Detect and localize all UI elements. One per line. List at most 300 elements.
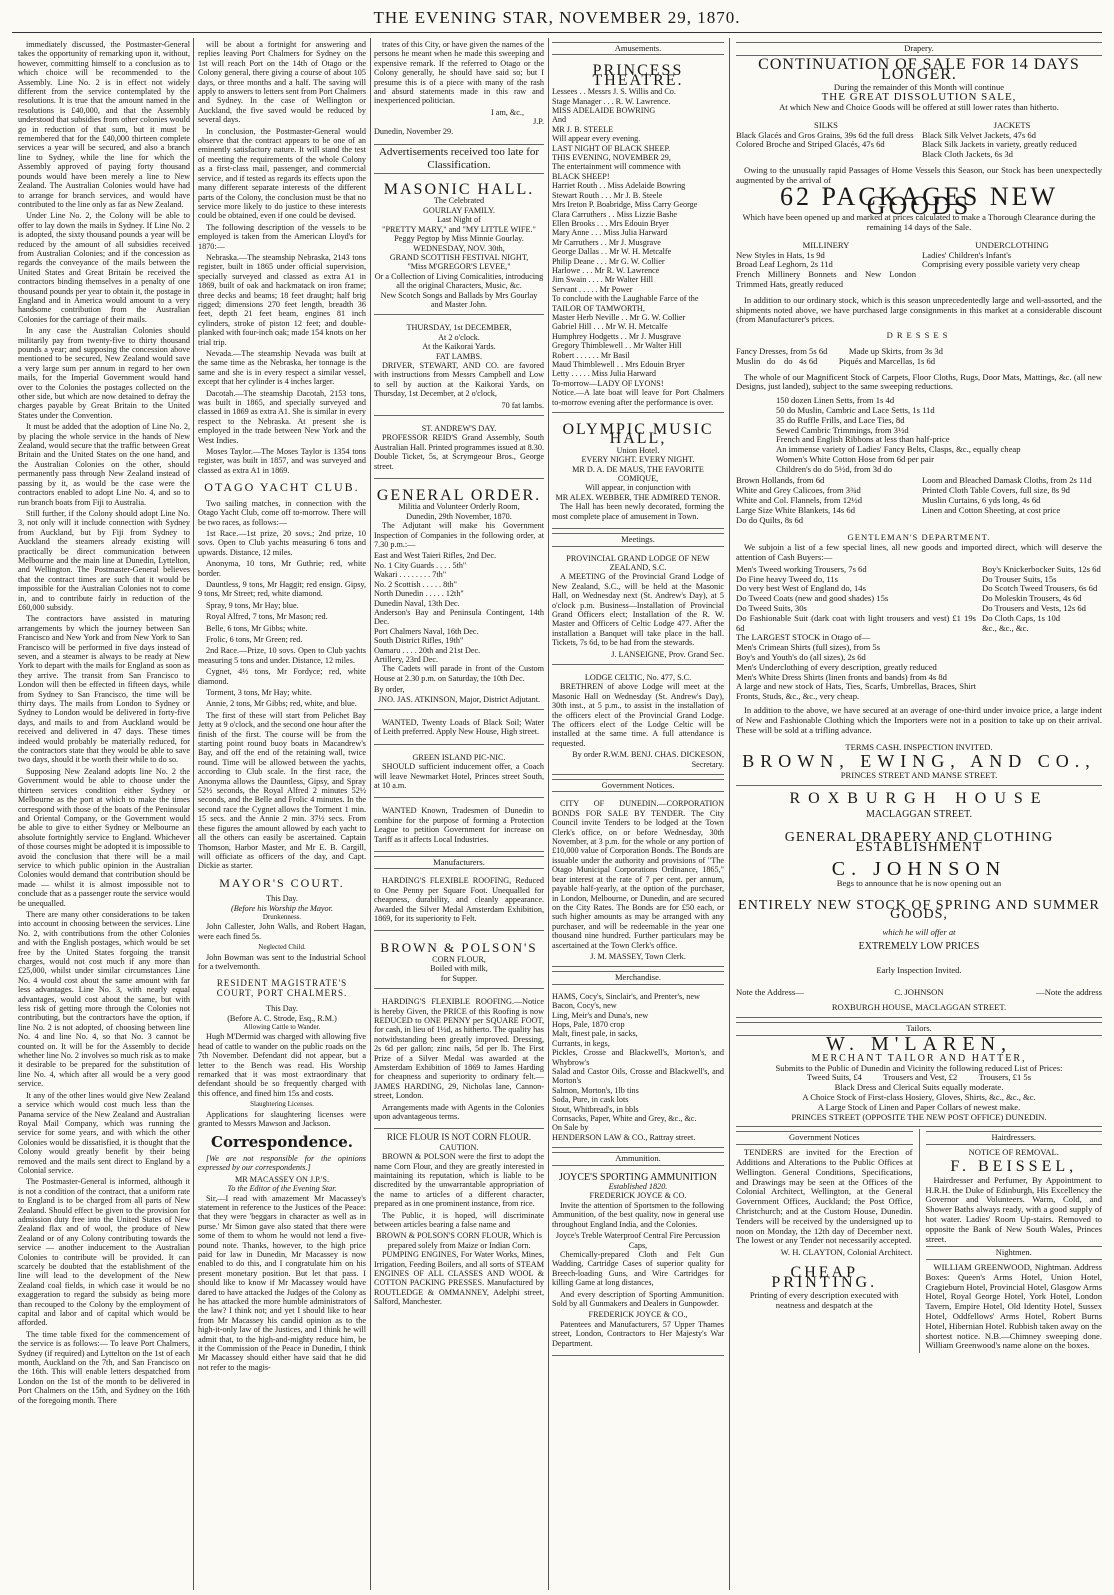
packages-heading: 62 PACKAGES NEW GOODS xyxy=(779,181,1059,221)
ad-line: Oamaru . . . . 20th and 21st Dec. xyxy=(374,645,481,655)
ad-line: Ellen Brooks . . . Mrs Edouin Bryer xyxy=(552,218,669,228)
joyce-ammunition-ad xyxy=(552,1169,724,1356)
ad-line: No. 1 City Guards . . . . 5th" xyxy=(374,560,467,570)
ad-line: During the remainder of this Month will continue xyxy=(833,82,1005,93)
ad-line: The Celebrated xyxy=(433,196,485,206)
ad-line: New Styles in Hats, 1s 9d xyxy=(736,249,825,260)
ad-line: Do Scotch Tweed Trousers, 6s 6d xyxy=(982,583,1098,594)
ad-line: Tweed Suits, £4 Trousers and Vest, £2 Trousers, £1 5s xyxy=(806,1072,1032,1083)
section-heading: Ammunition. xyxy=(552,1152,724,1165)
ad-line: HAMS, Cocy's, Sinclair's, and Prenter's, new xyxy=(552,991,700,1001)
ad-line: Militia and Volunteer Orderly Room, xyxy=(398,502,520,512)
ad-line: Mr Carruthers . . Mr J. Musgrave xyxy=(552,237,661,247)
wanted-tradesmen-ad xyxy=(374,802,544,852)
ad-line: EXTREMELY LOW PRICES xyxy=(858,940,980,952)
ad-line: Early Inspection Invited. xyxy=(876,964,962,975)
ad-line: Do Cloth Caps, 1s 10d xyxy=(982,612,1061,623)
ad-line: GOURLAY FAMILY. xyxy=(423,205,495,215)
masonic-hall-ad xyxy=(374,177,544,315)
roxburgh-heading: ROXBURGH HOUSE xyxy=(789,789,1049,807)
ad-line: Printing of every description executed with neatness and despatch at the xyxy=(749,1290,899,1311)
ad-line: Fancy Dresses, from 5s 6d Made up Skirts, from 3s 3d xyxy=(736,345,943,356)
paragraph: Nebraska.—The steamship Nebraska, 2143 tons register, built in 1865 under official supervision, specially surveyed and classed as extra A1 in 1869, built of oak and hackmatack on iron frame; three decks and beams; 18 feet draught; half brig rigged; dimensions 270 feet length, breadth 36 feet, depth 21 feet beam, engines 81 inch cylinders, stroke of piston 12 feet; and double-planked with four-inch oak; made 154 knots on her trial trip. xyxy=(198,252,366,347)
ad-line: CORN FLOUR, xyxy=(432,954,486,964)
paragraph: [We are not responsible for the opinions expressed by our correspondents.] xyxy=(198,1153,366,1173)
ad-line: Printed Cloth Table Covers, full size, 8s 9d xyxy=(922,485,1070,496)
ad-line: Anderson's Bay and Peninsula Contingent, 14th Dec. xyxy=(374,607,544,627)
ad-line: PRINCES STREET AND MANSE STREET. xyxy=(736,771,1102,786)
ad-line: Ling, Meir's and Duna's, new xyxy=(552,1010,649,1020)
paragraph: Nevada.—The steamship Nevada was built at the same time as the Nebraska, her tonnage is the same and she is in every respect a similar vessel, except that her cylinder is 4 inches larger. xyxy=(198,349,366,387)
ad-body: HARDING'S FLEXIBLE ROOFING.—Notice is hereby Given, the PRICE of this Roofing is now REDUCED to ONE PENNY per SQUARE FOOT, for cash, in lieu of 1½d, as hitherto. The quality has notwithstanding been greatly improved. Dressing, 2s 6d per gallon; zinc nails, 5d per lb. The First Prize of a Silver Medal was awarded at the Amsterdam Exhibition of 1869 to James Harding for cheapness and superiority to ordinary felt.—JAMES HARDING, 29, Nicholas lane, Cannon-street, London. xyxy=(374,997,544,1101)
ad-line: Or a Collection of Living Comicalities, introducing all the original Characters, Music, &c. xyxy=(374,271,544,291)
ad-line: TERMS CASH. INSPECTION INVITED. xyxy=(845,742,993,753)
ad-line: Artillery, 23rd Dec. xyxy=(374,654,439,664)
ad-signature: W. H. CLAYTON, Colonial Architect. xyxy=(780,1247,913,1258)
ad-body: HARDING'S FLEXIBLE ROOFING, Reduced to One Penny per Square Foot. Unequalled for cheapness, durability, and cleanly appearance. Awarded the Silver Medal Amsterdam Exhibition, 1869, for its superiority to Felt. xyxy=(374,876,544,924)
paragraph: Supposing New Zealand adopts line No. 2 the Government would be able to choose under the thirteen services condition either Sydney or Melbourne as the port at which to make the times correspond with those of the boats of the Peninsular and Oriental Company, or the Government would be able to give to either Sydney or Melbourne an absolute fortnightly service to England. Whichever of those courses might be adopted it is impossible to avoid the conclusion that there will be a mail service to which public opinion in the Australian Colonies would demand that contribution should be made — whilst it is almost impossible not to conclude that as a passenger route the service would be unequalled. xyxy=(18,766,190,908)
paragraph: Torment, 3 tons, Mr Hay; white. xyxy=(206,688,312,697)
ad-line: Lessees . . Messrs J. S. Willis and Co. xyxy=(552,87,676,97)
letter-title: MR MACASSEY ON J.P.'S. xyxy=(235,1174,329,1184)
ad-line: The entertainment will commence with xyxy=(552,162,681,172)
ad-line: Black Dress and Clerical Suits equally moderate. xyxy=(834,1082,1004,1093)
gents-heading: GENTLEMAN'S DEPARTMENT. xyxy=(847,532,991,543)
ad-line: PRINCES STREET (OPPOSITE THE NEW POST OFFICE) DUNEDIN. xyxy=(736,1113,1102,1128)
ad-line: GRAND SCOTTISH FESTIVAL NIGHT, xyxy=(389,252,529,262)
dresses-heading: DRESSES xyxy=(886,330,952,341)
court-subhead: Allowing Cattle to Wander. xyxy=(243,1023,321,1031)
ad-line: —Note the address xyxy=(1036,986,1102,997)
ad-title: RICE FLOUR IS NOT CORN FLOUR. xyxy=(386,1132,532,1143)
paragraph: The contractors have assisted in maturing arrangements by which the journey between San Francisco and New York and from New York to San Francisco will be performed in five days instead of seven, and a steamer is always to be ready at New York to depart with the mails for England as soon as they arrive. The transit from San Francisco to London will then be effected in fifteen days, while from Sydney to San Francisco, the time will be thirty days. The mails from London to Sydney or Sydney to London would be delivered in forty-five days, and mails to and from Auckland would be received and delivered in 47 days. These times indeed would probably be materially reduced, for the contractors state that they would be able to save two days, should it be worth their while to do so. xyxy=(18,614,190,765)
ad-line: Muslin Curtains, 6 yds long, 4s 6d xyxy=(922,495,1041,506)
paragraph: Spray, 9 tons, Mr Hay; blue. xyxy=(206,600,299,610)
ad-line: Master Herb Neville . . Mr G. W. Collier xyxy=(552,312,686,322)
ad-line: An immense variety of Ladies' Fancy Belts, Clasps, &c., equally cheap xyxy=(776,444,1021,455)
ad-line: THE GREAT DISSOLUTION SALE, xyxy=(821,91,1017,104)
ad-body: Owing to the unusually rapid Passages of Home Vessels this Season, our Stock has been unexpectedly augmented by the arrival of xyxy=(736,164,1102,185)
ad-line: Last Night of xyxy=(437,215,481,225)
princess-theatre-ad xyxy=(552,58,724,413)
ad-body: WILLIAM GREENWOOD, Nightman. Address Boxes: Queen's Arms Hotel, Union Hotel, Cragieburn Hotel, Provincial Hotel, Glasgow Arms Hotel, Royal George Hotel, York Hotel, London Tavern, Empire Hotel, Old Identity Hotel, Sussex Hotel, Oddfellows' Arms Hotel, Robert Burns Hotel, Hibernian Hotel. Rubbish taken away on the shortest notice. N.B.—Chimney sweeping done. William Greenwood's name alone on the boxes. xyxy=(925,1262,1102,1351)
ad-line: Ladies' Children's Infant's xyxy=(922,249,1012,260)
ad-line: Servant . . . . . Mr Power xyxy=(552,284,633,294)
column-2 xyxy=(198,40,366,1590)
johnson-heading: C. JOHNSON xyxy=(831,857,1007,880)
ad-line: At which New and Choice Goods will be offered at still lower rates than hitherto. xyxy=(779,101,1059,112)
ad-line: FREDERICK JOYCE & CO. xyxy=(589,1191,687,1201)
ad-line: Broad Leaf Leghorn, 2s 11d xyxy=(736,259,833,270)
ad-line: North Dunedin . . . . . 12th" xyxy=(374,589,464,599)
paragraph: Dauntless, 9 tons, Mr Haggit; red ensign. Gipsy, 9 tons, Mr Street; red, white diamond. xyxy=(198,579,366,599)
column-divider xyxy=(548,38,549,1590)
general-drapery-heading: GENERAL DRAPERY AND CLOTHING ESTABLISHMENT xyxy=(784,830,1054,856)
paragraph: There are many other considerations to be taken into account in choosing between the services. Line No. 2, with contributions from the other Colonies and with the English postages, which would be set free by the United States forgoing the transit charges, would not cost much if any more than £25,000, whilst under similar circumstances Line No. 4 would cost about the same amount with far less advantages. Line No. 3, with nearly equal advantages, would cost about the same, but with less risk of getting more through the Colonies not contributing, but the contractors have the option, if line No. 2 is not adopted, of choosing between line No. 4 and line No. 4, so that No. 3 cannot be counted on. It will be for the Assembly to decide whether line No. 2 involves so much risk as to make it desirable to be prepared for the substitution of line No. 4, which after all would be a very good service. xyxy=(18,909,190,1089)
ad-line: WEDNESDAY, NOV. 30th, xyxy=(413,243,505,253)
ad-line: "Miss M'GREGOR'S LEVEE," xyxy=(407,262,511,272)
ad-line: LAST NIGHT OF BLACK SHEEP. xyxy=(552,143,671,153)
ad-line: Children's do do 5½d, from 3d do xyxy=(776,463,893,474)
ad-line: Robert . . . . . . Mr Basil xyxy=(552,350,630,360)
ad-line: Muslin do do 4s 6d Piqués and Marcellas, 1s 6d xyxy=(736,355,936,366)
ad-line: Malt, finest pale, in sacks, xyxy=(552,1029,638,1039)
ad-line: Boy's Knickerbocker Suits, 12s 6d xyxy=(982,563,1101,574)
ad-line: No. 2 Scottish . . . . . 8th" xyxy=(374,579,457,589)
ad-title: GENERAL ORDER. xyxy=(376,487,542,505)
court-subhead: Neglected Child. xyxy=(258,943,306,952)
ad-title: GREEN ISLAND PIC-NIC. xyxy=(412,752,506,762)
ad-line: Women's White Cotton Hose from 6d per pair xyxy=(776,453,934,464)
ad-line: FAT LAMBS. xyxy=(435,351,483,361)
ad-line: Gabriel Hill . . . Mr W. H. Metcalfe xyxy=(552,322,668,332)
ad-title: MASONIC HALL. xyxy=(383,181,535,199)
paragraph: John Callester, John Walls, and Robert Hagan, were each fined 5s. xyxy=(198,922,366,941)
column-3 xyxy=(374,40,544,1590)
general-order-ad xyxy=(374,483,544,710)
paragraph: Hugh M'Dermid was charged with allowing five head of cattle to wander on the public roads on the 7th November. Defendant did not appear, but a letter to the Bench was read. His Worship remarked that it was most extraordinary that defendant should be so frequently charged with this offence, and fined him 15s and costs. xyxy=(198,1032,366,1098)
ad-title: LODGE CELTIC, No. 477, S.C. xyxy=(584,672,692,682)
ad-body: PUMPING ENGINES, For Water Works, Mines, Irrigation, Feeding Boilers, and all sorts of STEAM ENGINES OF ALL CLASSES AND WOOL & COTTON PACKING PRESSES. Manufactured by ROUTLEDGE & OMMANNEY, Adelphi street, Salford, Manchester. xyxy=(374,1250,544,1307)
ad-body: WANTED, Twenty Loads of Black Soil; Water of Leith preferred. Apply New House, High street. xyxy=(374,717,544,737)
ad-line: "PRETTY MARY," and "MY LITTLE WIFE." xyxy=(382,224,536,234)
section-heading: Tailors. xyxy=(736,1022,1102,1036)
signoff: I am, &c., xyxy=(491,107,524,117)
ad-line: Do do Quilts, 8s 6d xyxy=(736,514,804,525)
paragraph: Annie, 2 tons, Mr Gibbs; red, white, and blue. xyxy=(206,699,357,709)
ad-line: Gregory Thimblewell . . Mr Walter Hill xyxy=(552,341,682,351)
ad-line: Black Cloth Jackets, 6s 3d xyxy=(922,149,1013,160)
ad-line: which he will offer at xyxy=(882,927,956,938)
ad-line: Port Chalmers Naval, 16th Dec. xyxy=(374,626,479,636)
ad-line: Do very best West of England do, 14s xyxy=(736,583,866,594)
masthead: THE EVENING STAR, NOVEMBER 29, 1870. xyxy=(373,8,741,27)
paragraph: Two sailing matches, in connection with the Otago Yacht Club, come off to-morrow. There will be two races, as follows:— xyxy=(198,498,366,527)
mclaren-heading: W. M'LAREN, xyxy=(825,1032,1013,1055)
section-heading: Merchandise. xyxy=(552,971,724,984)
paragraph: 2nd Race.—Prize, 10 sovs. Open to Club yachts measuring 5 tons and under. Distance, 12 miles. xyxy=(198,646,366,665)
cheap-printing-heading: CHEAP PRINTING. xyxy=(771,1263,878,1291)
ad-line: To-morrow—LADY OF LYONS! xyxy=(552,378,664,388)
ad-line: Black Silk Jackets in variety, greatly reduced xyxy=(922,139,1077,150)
ad-signature: By order R.W.M. BENJ. CHAS. DICKESON, Secretary. xyxy=(572,750,724,769)
paragraph: will be about a fortnight for answering and replies leaving Port Chalmers for Sydney on the 1st will reach Port on the 14th of Otago or the Colony general, there giving a course of about 105 days, or three months and a half. The saving will apply to answers to letters sent from Port Chalmers and Sydney. In the case of Wellington or Auckland, the five saved would be reduced by several days. xyxy=(198,40,366,125)
ad-line: Humphrey Hodgetts . . Mr J. Musgrave xyxy=(552,331,681,341)
ad-body: Invite the attention of Sportsmen to the following Ammunition, of the best quality, now in general use throughout England India, and the Colonies. xyxy=(552,1200,724,1229)
ad-line: The Adjutant will make his Government Inspection of Companies in the following order, at 7.30 p.m.:— xyxy=(374,521,544,550)
ad-title: BROWN & POLSON'S xyxy=(380,940,538,956)
correspondence-heading: Correspondence. xyxy=(211,1133,353,1152)
ad-line: Letty . . . . . Miss Julia Harward xyxy=(552,369,656,379)
ad-line: 35 do Ruffle Frills, and Lace Ties, 8d xyxy=(776,414,905,425)
ad-line: Cornsacks, Paper, White and Grey, &c., &c. xyxy=(552,1114,697,1124)
ad-line: Comprising every possible variety very cheap xyxy=(922,259,1080,270)
ad-body: BRETHREN of above Lodge will meet at the Masonic Hall on Wednesday (St. Andrew's Day), 30th inst., at 5 p.m., to assist in the installation of the officers elect of the Provincial Grand Lodge. The officers elect of the Lodge Celtic will be installed at the same time. A full attendance is requested. xyxy=(552,682,724,748)
ad-line: THIS EVENING, NOVEMBER 29, xyxy=(552,153,671,163)
ad-line: East and West Taieri Rifles, 2nd Dec. xyxy=(374,551,497,561)
section-heading: Government Notices xyxy=(736,1131,913,1145)
section-heading: Hairdressers. xyxy=(926,1131,1103,1145)
ad-line: Jim Swain . . . . Mr Walter Hill xyxy=(552,275,654,285)
paragraph: Sir,—I read with amazement Mr Macassey's statement in reference to the Justices of the Peace: that they were 'beggars in character as well as in purse.' Mr Simon gave also stated that there were some of them to whom he would not lend a five-pound note. Thanks, however, to the high price paid for law in Dunedin, Mr Macassey is now enabled to do this, and I congratulate him on his present monetary position. But let that pass. I should like to know if Mr Macassey would have dared to have attacked the Judges of the Colony as he has attacked the more humble administrators of the law? I think not; and yet I should like to hear from Mr Macassey his candid opinion as to the high-it-only law of the Justices, and I think he will admit that, to the high-and-mighty reduce him, be it the Commission of the Peace in Dunedin, I think Mr Macassey should either have said that he did not refer to the magis- xyxy=(198,1193,366,1372)
ad-line: White and Col. Flannels, from 12½d xyxy=(736,495,863,506)
ad-body: A MEETING of the Provincial Grand Lodge of New Zealand, S.C., will be held at the Masonic Hall, on Wednesday next (St. Andrew's Day), at 5 o'clock p.m. Business—Installation of Provincial Grand Officers elect; Installation of the R. W. Master and Officers of Celtic Lodge 477. After the installation a Banquet will take place in the hall. Tickets, 7s 6d, to be had from the stewards. xyxy=(552,572,724,648)
column-4 xyxy=(552,40,724,1590)
court-line: This Day. xyxy=(266,1004,298,1014)
grand-lodge-ad xyxy=(552,550,724,665)
ad-line: Do Tweed Suits, 30s xyxy=(736,603,807,614)
ad-line: HENDERSON LAW & CO., Rattray street. xyxy=(552,1132,696,1142)
ad-line: MR D. A. DE MAUS, THE FAVORITE COMIQUE, xyxy=(572,464,704,484)
ad-line: Submits to the Public of Dunedin and Vicinity the following reduced List of Prices: xyxy=(775,1062,1063,1073)
ad-line: Do Trouser Suits, 15s xyxy=(982,573,1057,584)
wanted-soil-ad xyxy=(374,714,544,745)
ad-line: Colored Broche and Striped Glacés, 47s 6d xyxy=(736,139,885,150)
paragraph: Dacotah.—The steamship Dacotah, 2153 tons, was built in 1865, and specially surveyed and classed in 1869 as extra A1. She is similar in every respect to the Nebraska. At present she is employed in the trade between New York and the West Indies. xyxy=(198,388,366,445)
harding-notice-ad xyxy=(374,993,544,1129)
paragraph: John Bowman was sent to the Industrial School for a twelvemonth. xyxy=(198,952,366,971)
ad-line: Black Silk Velvet Jackets, 47s 6d xyxy=(922,129,1036,140)
ad-line: Hops, Pale, 1870 crop xyxy=(552,1019,625,1029)
masthead-rule xyxy=(12,32,1102,33)
hams-ad xyxy=(552,988,724,1149)
ad-line: JNO. JAS. ATKINSON, Major, District Adjutant. xyxy=(377,694,541,704)
ad-line: Harriet Routh . . Miss Adelaide Bowring xyxy=(552,181,686,191)
ad-body: TENDERS are invited for the Erection of Additions and Alterations to the Public Offices at Wellington. General Conditions, Specifications, and Drawings may be seen at the Offices of the Colonial Architect, Wellington, at the General Government Offices, Auckland; the Post Office, Christchurch; and at the Custom House, Dunedin. Tenders will be received by the undersigned up to noon on Monday, the 12th day of December next. The lowest or any Tender not necessarily accepted. xyxy=(736,1147,913,1246)
court-line: This Day. xyxy=(266,894,298,904)
ad-line: Do Trousers and Vests, 12s 6d xyxy=(982,603,1086,614)
picnic-ad xyxy=(374,749,544,799)
ad-line: 150 dozen Linen Setts, from 1s 4d xyxy=(776,395,895,406)
ad-line: Dunedin, 29th November, 1870. xyxy=(406,511,512,521)
court-subhead: Drunkenness. xyxy=(262,912,302,921)
ad-line: Soda, Pure, in cask lots xyxy=(552,1095,629,1105)
ad-title: PROVINCIAL GRAND LODGE OF NEW ZEALAND, S.C. xyxy=(566,553,710,572)
signoff: J.P. xyxy=(533,117,544,127)
olympic-music-hall-ad xyxy=(552,417,724,529)
court-line: (Before A. C. Strode, Esq., R.M.) xyxy=(227,1013,337,1023)
ad-body: In addition to the above, we have secured at an average of one-third under invoice price, a large indent of New and Fashionable Clothing which the Importers were not in a position to take up on their arrival. These will be sold at a trifling advance. xyxy=(736,705,1102,735)
ad-line: New Scotch Songs and Ballads by Mrs Gourlay and Master John. xyxy=(380,290,538,309)
ad-line: BLACK SHEEP! xyxy=(552,171,610,181)
court-subhead: Slaughtering Licenses. xyxy=(250,1100,314,1109)
st-andrews-ad xyxy=(374,420,544,479)
ad-line: NOTICE OF REMOVAL. xyxy=(968,1147,1059,1158)
ad-line: Stage Manager . . . R. W. Lawrence. xyxy=(552,96,671,106)
ad-line: Men's Tweed working Trousers, 7s 6d xyxy=(736,563,867,574)
ad-line: Black Glacés and Gros Grains, 39s 6d the full dress xyxy=(736,129,914,140)
new-stock-heading: ENTIRELY NEW STOCK OF SPRING AND SUMMER GOODS, xyxy=(738,897,1100,923)
ad-line: To conclude with the Laughable Farce of the xyxy=(552,294,699,304)
ad-body: CITY OF DUNEDIN.—CORPORATION BONDS FOR SALE BY TENDER. The City Council invite Tenders to be lodged at the Town Clerk's office, on or before Wednesday, 30th November, at 3 p.m. for the whole or any portion of £10,000 value of Corporation Bonds. The Bonds are issuable under the authority and provisions of "The Otago Municipal Corporations Ordinance, 1865," bear interest at the rate of 7 per cent. per annum, payable half-yearly, at the option of the purchaser, in London, Melbourne, or Dunedin, and are secured on the City Rates. The Bonds are for £50 each, or such higher amounts as may be arranged with any purchaser, and will be redeemable in the year one thousand nine hundred. Further particulars may be ascertained at the Town Clerk's office. xyxy=(552,799,724,950)
ad-line: Union Hotel. xyxy=(616,445,660,455)
millinery-heading: MILLINERY xyxy=(802,239,850,250)
brown-polson-ad xyxy=(374,935,544,989)
ad-line: Mrs Ireton P. Boabridge, Miss Carry George xyxy=(552,200,698,210)
paragraph: Under Line No. 2, the Colony will be able to offer to lay down the mails in Sydney. If Line No. 2 is adopted, the sixty thousand pounds a year will be reduced by the amount of all subsidies received from Australian Colonies; and if the concession as regards the conveyance of the mails between the United States and Great Britain be received the contractors binding themselves in a penalty of one thousand pounds per year to obtain it, the postage in England and in America would amount to a very handsome contribution from the Australian Colonies for the carriage of their mails. xyxy=(18,211,190,324)
ad-line: Men's White Dress Shirts (linen fronts and bands) from 4s 8d xyxy=(736,671,947,682)
paragraph: In any case the Australian Colonies should militarily pay from twenty-five to thirty thousand pounds a year; and supposing the concession above mentioned to be secured, New Zealand would save a very large sum per annum in regard to her own mails, for the Imperial Government would hand over to the Colonies the postages collected on the other side, but which are now detained to defray the charges payable by Great Britain to the United States under the Convention. xyxy=(18,326,190,420)
ad-line: 50 do Muslin, Cambric and Lace Setts, 1s 11d xyxy=(776,404,935,415)
ad-body: BROWN & POLSON were the first to adopt the name Corn Flour, and they are greatly interested in maintaining its reputation, which is liable to be discredited by the unwarrantable appropriation of the name to articles of a different character, prepared as in one prominent instance, from rice. xyxy=(374,1152,544,1209)
paragraph: In conclusion, the Postmaster-General would observe that the contract appears to be one of an eminently satisfactory nature. It will stand the test of meeting the requirements of the whole Colony as a first-class mail, passenger, and commercial service, and if tested as regards its effects upon the many different separate interests of the different parts of the Colony, the conclusion must be that no service more likely to do justice to these interests could be obtained, even if one could be devised. xyxy=(198,126,366,221)
ad-line: French Millinery Bonnets and New London Trimmed Hats, greatly reduced xyxy=(736,269,916,289)
harding-roofing-ad xyxy=(374,872,544,931)
mayors-court-heading: MAYOR'S COURT. xyxy=(219,875,345,890)
ad-line: MISS ADELAIDE BOWRING xyxy=(552,106,656,116)
column-5 xyxy=(736,40,1102,1590)
ad-line: Men's Underclothing of every description, greatly reduced xyxy=(736,661,937,672)
paragraph: Still further, if the Colony should adopt Line No. 3, not only will it include connection with Sydney from Auckland, but by Fiji from Sydney to Auckland the steamers already existing will practically be direct communication between Melbourne and the main line at Dunedin, Lyttelton, and Wellington. The Postmaster-General believes that the contract times are such that it would be impossible for the Australian Colonies not to come in, and to contribute fairly in reduction of the £60,000 subsidy. xyxy=(18,508,190,612)
section-heading: Manufacturers. xyxy=(374,856,544,869)
ad-line: Note the Address— xyxy=(736,986,804,997)
ad-line: EVERY NIGHT. EVERY NIGHT. xyxy=(581,455,695,465)
beissel-heading: F. BEISSEL, xyxy=(950,1157,1078,1175)
ad-line: At the Kaikorai Yards. xyxy=(422,342,496,352)
ad-signature: J. LANSEIGNE, Prov. Grand Sec. xyxy=(611,649,724,659)
ad-body: The whole of our Magnificent Stock of Carpets, Floor Cloths, Rugs, Door Mats, Mattings, &c. (all new Designs, just landed), subject to the same sweeping reductions. xyxy=(736,371,1102,392)
ad-line: Salad and Castor Oils, Crosse and Blackwell's, and Morton's xyxy=(552,1067,724,1086)
ad-line: Will appear, in conjunction with xyxy=(585,483,691,493)
silks-heading: SILKS xyxy=(814,119,838,130)
ad-line: Loom and Bleached Damask Cloths, from 2s 11d xyxy=(922,475,1092,486)
ad-line: 70 fat lambs. xyxy=(501,400,544,410)
column-divider xyxy=(193,38,194,1590)
ad-line: A Choice Stock of First-class Hosiery, Gloves, Shirts, &c., &c., &c. xyxy=(802,1091,1036,1102)
section-heading: Drapery. xyxy=(736,42,1102,56)
ad-line: MERCHANT TAILOR AND HATTER, xyxy=(811,1052,1027,1064)
paragraph: 1st Race.—1st prize, 20 sovs.; 2nd prize, 10 sovs. Open to Club yachts measuring 6 tons and upwards. Distance, 12 miles. xyxy=(198,528,366,557)
ad-line: Maud Thimblewell . . Mrs Edouin Bryer xyxy=(552,360,685,369)
ad-line: Do Fine heavy Tweed do, 11s xyxy=(736,573,839,584)
ad-line: The Cadets will parade in front of the Custom House at 2.30 p.m. on Saturday, the 10th Dec. xyxy=(374,664,544,683)
ad-line: Linen and Cotton Sheeting, at cost price xyxy=(922,504,1061,515)
paragraph: The Postmaster-General is informed, although it is not a condition of the contract, that a uniform rate to England is to be charged from all parts of New Zealand. Should effect be given to the provision for admission duty free into the United States of New Zealand flax and of wool, the produce of New Zealand or of any Colony contributing towards the service — another inducement to the Australian Colonies to contribute will be provided. It can scarcely be doubted that the establishment of the line will lead to the development of the New Zealand coal fields, in which case it would be no exaggeration to regard the subsidy as being more than recouped to the Colony by the employment of capital and labor and of capital which would be afforded. xyxy=(18,1177,190,1328)
ad-line: Stewart Routh . . . Mr J. B. Steele xyxy=(552,190,663,200)
ad-line: Established 1820. xyxy=(608,1182,668,1192)
ad-line: South District Rifles, 19th" xyxy=(374,636,464,646)
ad-line: Do Fashionable Suit (dark coat with light trousers and vest) £1 19s 6d xyxy=(736,612,976,633)
continuation-heading: CONTINUATION OF SALE FOR 14 DAYS LONGER. xyxy=(758,55,1080,83)
ad-line: Joyce's Treble Waterproof Central Fire Percussion Caps, xyxy=(555,1231,721,1250)
ad-body: The Public, it is hoped, will discriminate between articles bearing a false name and xyxy=(374,1210,544,1230)
ad-line: Large Size White Blankets, 14s 6d xyxy=(736,504,856,515)
letter-salutation: To the Editor of the Evening Star. xyxy=(227,1184,337,1194)
column-1 xyxy=(18,40,190,1590)
ad-line: C. JOHNSON xyxy=(894,986,944,997)
yacht-club-heading: OTAGO YACHT CLUB. xyxy=(204,480,360,495)
brown-ewing-heading: BROWN, EWING, AND CO., xyxy=(742,751,1096,772)
ad-body: WANTED Known, Tradesmen of Dunedin to combine for the purpose of forming a Protection League to petition Government for increase on Tariff as it affects Local Industries. xyxy=(374,806,544,844)
paragraph: Anonyma, 10 tons, Mr Guthrie; red, white border. xyxy=(198,559,366,578)
paragraph: It any of the other lines would give New Zealand a service which would cost much less than the Panama service of the New Zealand and Australian Royal Mail Company, which was running the service for some years, and with which the other Colonies would be dissatisfied, it is thought that the Colony would greatly benefit by their being removed and the mails sent direct to England by a Colonial service. xyxy=(18,1090,190,1175)
ad-line: Salmon, Morton's, 1lb tins xyxy=(552,1085,639,1095)
ad-body: PROFESSOR REID'S Grand Assembly, South Australian Hall. Printed programmes issued at 8.30. Double Ticket, 5s, at Scrymgeour Bros., George street. xyxy=(374,433,544,471)
fat-lambs-ad xyxy=(374,319,544,416)
ad-line: French and English Ribbons at less than half-price xyxy=(776,434,950,445)
ad-body: In addition to our ordinary stock, which is this season unprecedentedly large and well-assorted, and the shipments noted above, we have purchased large consignments in this market at a considerable discount (from Manufacturer's prices. xyxy=(736,294,1102,325)
ad-line: ROXBURGH HOUSE, MACLAGGAN STREET. xyxy=(736,1003,1102,1018)
section-heading: Meetings. xyxy=(552,533,724,546)
ad-title: PRINCESS THEATRE. xyxy=(592,62,684,89)
paragraph: immediately discussed, the Postmaster-General takes the opportunity of remarking upon it, without, however, committing himself to a conclusion as to which choice will be recommended to the Assembly. Line No. 2 is in effect not widely different from the service contemplated by the resolutions. It is true that the amount named in the resolutions is £40,000, and that the Assembly understood that subsidies from other colonies would go in reduction of that sum, but it must be remembered that for the £40,000 thirteen complete services a year will be secured, and also a branch line to Sydney, while the line for which the Assembly approved of paying forty thousand pounds would have been merely a line to New Zealand. The Australian Colonies would have had to arrange for branch services, and would have contributed to the line only as far as New Zealand. xyxy=(18,40,190,209)
ad-line: Boy's and Youth's do (all sizes), 2s 6d xyxy=(736,652,866,663)
paragraph: The time table fixed for the commencement of the service is as follows:— To leave Port Chalmers, Sydney (if required) and Lyttelton on the 1st of each month, Auckland on the 7th, and San Francisco on the 16th. This will enable letters despatched from London on the 1st of the month to be delivered in Port Chalmers on the 15th, and Sydney on the 16th of the foregoing month. There xyxy=(18,1329,190,1405)
ad-line: The LARGEST STOCK in Otago of— xyxy=(736,632,871,643)
section-heading: Amusements. xyxy=(552,42,724,55)
paragraph: trates of this City, or have given the names of the persons he meant when he made this sweeping and expensive remark. If the referred to Otago or the Colony generally, he should have said so; but I presume this is of a piece with many of the rash and absurd statements made in this raw and inexperienced politician. xyxy=(374,40,544,106)
paragraph: It must be added that the adoption of Line No. 2, by placing the whole service in the hands of New Zealand, would secure that the traffic between Great Britain and the United States on the one hand, and the Australian Colonies on the other, should permanently pass through New Zealand instead of passing by it, as would be the case were the contractors enabled to adopt Line No. 4, and so to run branch boats from Fiji to Australia. xyxy=(18,422,190,507)
ad-line: Will appear every evening. xyxy=(552,134,641,144)
ad-title: ST. ANDREW'S DAY. xyxy=(421,424,497,433)
ad-body: Patentees and Manufacturers, 57 Upper Thames street, London, Contractors to Her Majesty's War Department. xyxy=(552,1319,724,1348)
ad-line: Boiled with milk, xyxy=(430,964,488,974)
resident-court-heading: RESIDENT MAGISTRATE'S COURT, PORT CHALMERS. xyxy=(216,978,348,998)
ad-line: MR ALEX. WEBBER, THE ADMIRED TENOR. xyxy=(555,492,721,502)
ad-line: &c., &c., &c. xyxy=(982,622,1029,633)
ad-signature: J. M. MASSEY, Town Clerk. xyxy=(590,951,686,961)
ad-line: Do Tweed Coats (new and good shades) 15s xyxy=(736,593,889,604)
ad-line: Do Moleskin Trousers, 4s 6d xyxy=(982,593,1082,604)
paragraph: Royal Alfred, 7 tons, Mr Mason; red. xyxy=(206,612,328,622)
lodge-celtic-ad xyxy=(552,669,724,775)
court-line: (Before his Worship the Mayor. xyxy=(231,903,333,913)
ad-line: Currants, in kegs, xyxy=(552,1038,610,1048)
dateline: Dunedin, November 29. xyxy=(374,126,454,136)
ad-line: TAILOR OF TAMWORTH, xyxy=(552,303,645,313)
ad-line: Brown Hollands, from 6d xyxy=(736,475,825,486)
ad-line: And xyxy=(552,115,567,125)
paragraph: Applications for slaughtering licenses were granted to Messrs Mawson and Jackson. xyxy=(198,1109,366,1129)
ad-line: Harlowe . . . Mr R. W. Lawrence xyxy=(552,265,660,275)
ad-line: CAUTION. xyxy=(439,1142,479,1152)
ad-body: SHOULD sufficient inducement offer, a Coach will leave Newmarket Hotel, Princes street South, at 10 a.m. xyxy=(374,762,544,790)
paragraph: Cygnet, 4½ tons, Mr Fordyce; red, white diamond. xyxy=(198,667,366,686)
ad-line: THURSDAY, 1st DECEMBER, xyxy=(406,323,512,333)
ad-line: By order, xyxy=(374,685,405,695)
ad-line: Clara Carruthers . . Miss Lizzie Bashe xyxy=(552,209,678,219)
ad-line: BROWN & POLSON'S CORN FLOUR, Which is prepared solely from Maize or Indian Corn. xyxy=(376,1231,542,1250)
ad-body: Hairdresser and Perfumer, By Appointment to H.R.H. the Duke of Edinburgh, His Excellency the Governor and Volunteers. Warm, Cold, and Shower Baths always ready, with a good supply of hot water. Ladies' Room Up-stairs. Removed to opposite the Bank of New South Wales, Princes street. xyxy=(925,1174,1102,1244)
section-heading: Government Notices. xyxy=(552,779,724,792)
ad-line: George Dallas . . Mr W. H. Metcalfe xyxy=(552,247,672,257)
ad-line: MR J. B. STEELE xyxy=(552,124,614,134)
ad-line: A large and new stock of Hats, Ties, Scarfs, Umbrellas, Braces, Shirt Fronts, Studs, &c., &c., very cheap. xyxy=(736,681,976,702)
ad-line: Peggy Pegtop by Miss Minnie Gourlay. xyxy=(394,234,524,244)
ad-line: FREDERICK JOYCE & CO., xyxy=(588,1310,688,1320)
ad-line: Stout, Whitbread's, in bbls xyxy=(552,1104,639,1114)
ad-line: Wakari . . . . . . . . 7th" xyxy=(374,570,447,580)
ad-line: White and Grey Calicoes, from 3¾d xyxy=(736,485,861,496)
ad-line: Men's Crimean Shirts (full sizes), from 5s xyxy=(736,642,881,653)
paragraph: Moses Taylor.—The Moses Taylor is 1354 tons register, was built in 1857, and was surveyed and classed as extra A1 in 1869. xyxy=(198,447,366,475)
city-bonds-ad xyxy=(552,795,724,967)
ad-line: At 2 o'clock. xyxy=(438,332,480,342)
ad-line: Sewed Cambric Trimmings, from 3½d xyxy=(776,424,909,435)
ad-body: The Hall has been newly decorated, forming the most complete place of amusement in Town. xyxy=(552,502,724,521)
ad-title: OLYMPIC MUSIC HALL, xyxy=(562,421,714,448)
ad-line: Dunedin Naval, 13th Dec. xyxy=(374,598,460,608)
ad-title: JOYCE'S SPORTING AMMUNITION xyxy=(559,1171,717,1183)
section-heading: Nightmen. xyxy=(926,1246,1103,1260)
column-divider xyxy=(370,38,371,1590)
ad-body: Arrangements made with Agents in the Colonies upon advantageous terms. xyxy=(374,1102,544,1121)
ad-body: And every description of Sporting Ammunition. Sold by all Gunmakers and Dealers in Gunpowder. xyxy=(552,1289,724,1308)
ad-body: DRIVER, STEWART, AND CO. are favored with instructions from Messrs Campbell and Low to sell by auction at the Kaikorai Yards, on Thursday, 1st December, at 2 o'clock, xyxy=(374,360,544,399)
ad-line: Pickles, Crosse and Blackwell's, Morton's, and Whybrow's xyxy=(552,1048,724,1067)
ad-line: On Sale by xyxy=(552,1123,589,1133)
ad-line: A Large Stock of Linen and Paper Collars of newest make. xyxy=(817,1101,1021,1112)
